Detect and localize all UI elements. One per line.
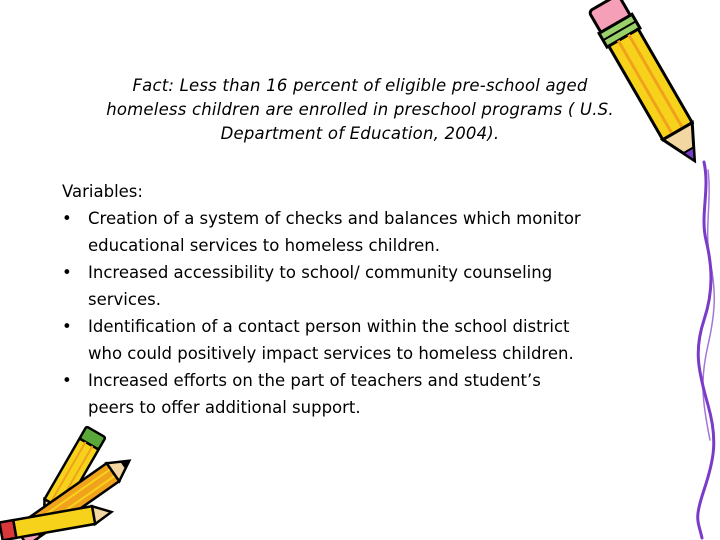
list-item-line: Identification of a contact person within the school district [88, 317, 570, 336]
list-item-line: Increased efforts on the part of teachers and student’s [88, 371, 541, 390]
list-item-line: educational services to homeless children. [88, 236, 440, 255]
bullet-marker: • [62, 263, 72, 282]
list-item [62, 367, 662, 421]
list-item [62, 313, 662, 367]
title-line-1: Fact: Less than 16 percent of eligible pre-school aged [132, 76, 588, 95]
bullet-marker: • [62, 371, 72, 390]
bullet-marker: • [62, 317, 72, 336]
list-item-line: who could positively impact services to homeless children. [88, 344, 574, 363]
list-item-line: peers to offer additional support. [88, 398, 361, 417]
slide-title [60, 74, 660, 146]
list-item [62, 259, 662, 313]
list-item-line: Increased accessibility to school/ community counseling [88, 263, 553, 282]
title-line-2: homeless children are enrolled in preschool programs ( U.S. [106, 100, 614, 119]
variables-label: Variables: [62, 182, 143, 201]
crayon-pencils-icon [0, 430, 150, 540]
list-item [62, 205, 662, 259]
variables-list [62, 205, 662, 421]
bullet-marker: • [62, 209, 72, 228]
pencil-squiggle-line-icon [680, 160, 720, 540]
list-item-line: services. [88, 290, 161, 309]
list-item-line: Creation of a system of checks and balances which monitor [88, 209, 581, 228]
variables-section [62, 178, 662, 421]
title-line-3: Department of Education, 2004). [220, 124, 500, 143]
